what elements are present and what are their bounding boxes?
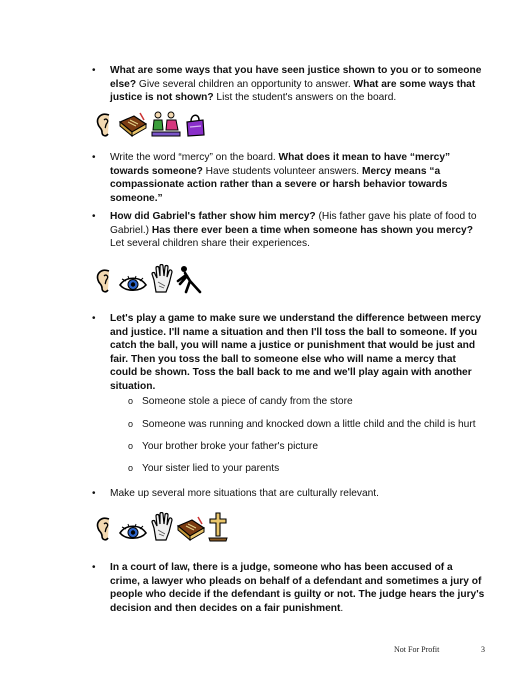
text-run: Give several children an opportunity to answer. <box>136 78 354 90</box>
bold-text-run: In a court of law, there is a judge, someone who has been accused of a crime, a lawyer who pleads on behalf of a defendant and sometimes a jury of people who decide if the defendant is guilty or not. The judge hears the jury's decision and then decides on a fair punishment <box>110 562 485 614</box>
bold-text-run: Mercy means “a compassionate action rather than a severe or harsh behavior towards someone.” <box>110 165 448 204</box>
bullet-marker: • <box>92 211 96 222</box>
bullet-marker: • <box>92 313 96 324</box>
bold-text-run: How did Gabriel's father show him mercy? <box>110 211 316 222</box>
bullet-paragraph-court-of-law <box>110 561 485 615</box>
text-run: . <box>340 602 344 614</box>
text-run: Write the word “mercy” on the board. <box>110 152 279 163</box>
sub-bullet-marker: o <box>128 463 134 473</box>
situation-item: Your brother broke your father's picture <box>142 441 318 452</box>
bullet-paragraph-ball-game <box>110 312 485 394</box>
bullet-paragraph-justice-ways <box>110 64 485 105</box>
icon-row-2 <box>94 264 204 294</box>
icon-row-3 <box>94 512 228 542</box>
situation-item: Someone was running and knocked down a little child and the child is hurt <box>142 419 476 430</box>
sub-bullet-marker: o <box>128 419 134 429</box>
sub-bullet-marker: o <box>128 441 134 451</box>
ear-icon <box>94 112 116 138</box>
bold-text-run: Has there ever been a time when someone has shown you mercy? <box>151 224 473 236</box>
page-number: 3 <box>481 645 485 654</box>
cross-icon <box>208 512 228 542</box>
people-icon <box>150 110 182 138</box>
bullet-marker: • <box>92 65 96 76</box>
text-run: (His father gave his plate of food to Gabriel.) <box>110 211 477 236</box>
footer-label: Not For Profit <box>394 645 440 654</box>
ear-icon <box>94 516 116 542</box>
eye-icon <box>118 522 148 542</box>
eye-icon <box>118 274 148 294</box>
bullet-marker: • <box>92 562 96 573</box>
situation-item: Your sister lied to your parents <box>142 463 280 474</box>
bold-text-run: What does it mean to have “mercy” towards someone? <box>110 152 451 177</box>
bullet-paragraph-gabriel-father <box>110 210 485 251</box>
sub-bullet-marker: o <box>128 396 134 406</box>
book-icon <box>118 110 148 138</box>
bullet-marker: • <box>92 488 96 499</box>
bag-icon <box>184 110 206 138</box>
ear-icon <box>94 268 116 294</box>
bullet-paragraph-more-situations <box>110 487 485 501</box>
text-run: Have students volunteer answers. <box>202 165 362 177</box>
text-run: List the student's answers on the board. <box>213 92 397 104</box>
situation-item: Someone stole a piece of candy from the store <box>142 396 353 407</box>
hand-icon <box>150 512 174 542</box>
hand-icon <box>150 264 174 294</box>
text-run: Let several children share their experiences. <box>110 238 310 250</box>
text-run: Make up several more situations that are culturally relevant. <box>110 488 379 499</box>
stretch-figure-icon <box>176 264 204 294</box>
icon-row-1 <box>94 110 206 138</box>
bold-text-run: Let's play a game to make sure we understand the difference between mercy and justice. I'll name a situation and then I'll toss the ball to someone. If you catch the ball, you will name a justice or punishment that would be just and fair. Then you toss the ball to someone else who will name a mercy that could be shown. Toss the ball back to me and we'll play again with another situation. <box>110 313 481 392</box>
book-icon <box>176 514 206 542</box>
bullet-paragraph-mercy-meaning <box>110 151 485 205</box>
bold-text-run: What are some ways that justice is not shown? <box>110 78 476 104</box>
bold-text-run: What are some ways that you have seen justice shown to you or to someone else? <box>110 65 482 90</box>
bullet-marker: • <box>92 152 96 163</box>
